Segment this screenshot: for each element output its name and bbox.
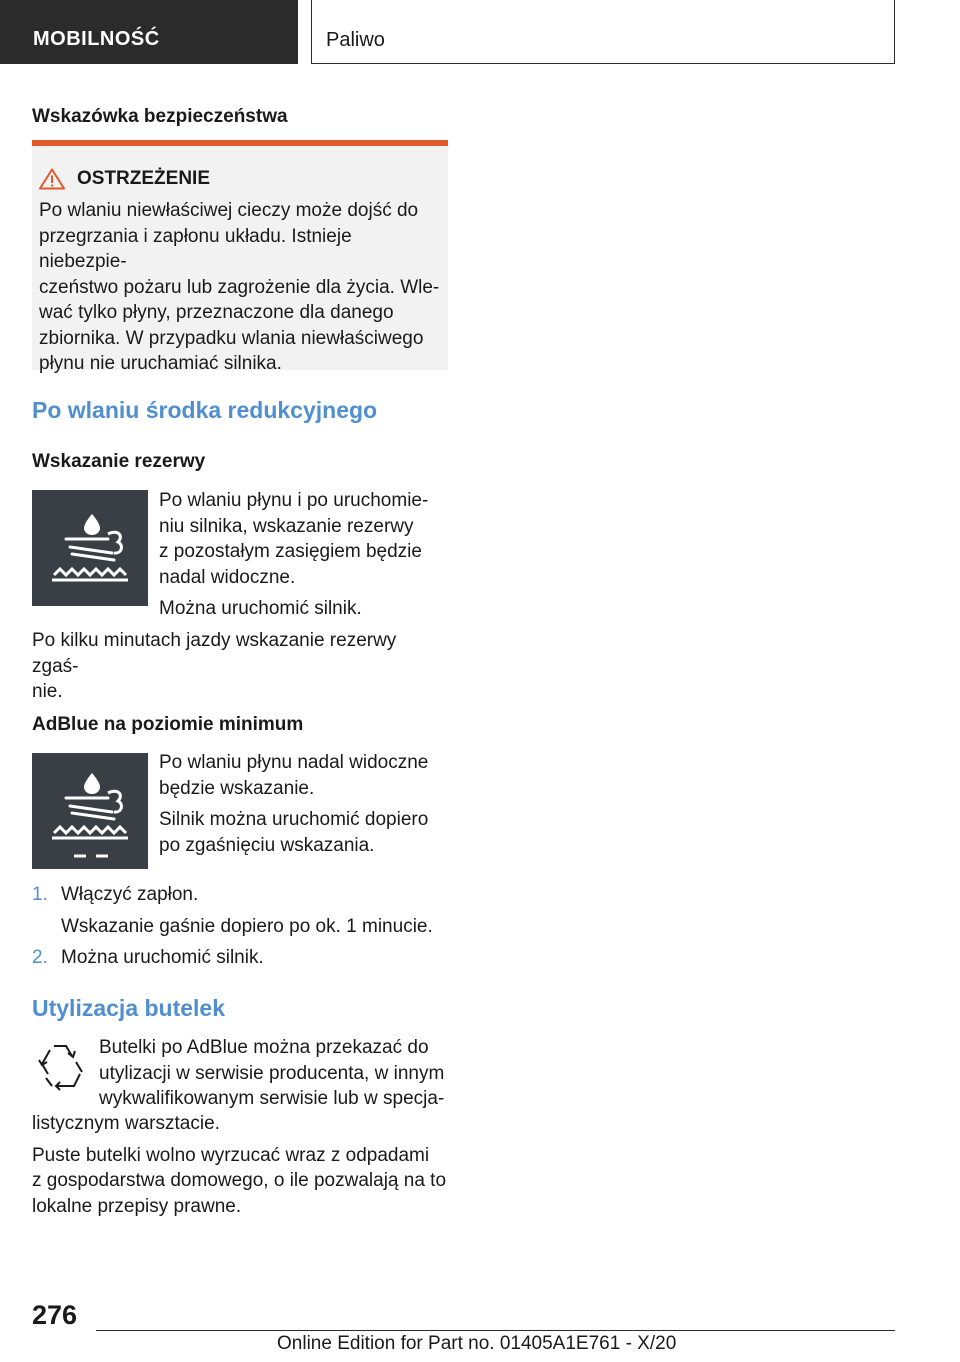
footer-divider bbox=[96, 1330, 895, 1331]
minimum-line: Silnik można uruchomić dopiero bbox=[159, 809, 429, 830]
list-item bbox=[32, 882, 448, 908]
warning-line: płynu nie uruchamiać silnika. bbox=[39, 353, 282, 374]
reserve-line: z pozostałym zasięgiem będzie bbox=[159, 541, 422, 562]
disposal-para-line: z gospodarstwa domowego, o ile pozwalają na to bbox=[32, 1170, 447, 1191]
reserve-line: Po wlaniu płynu i po uruchomie- bbox=[159, 490, 429, 511]
warning-line: zbiornika. W przypadku wlania niewłaściwego bbox=[39, 327, 424, 349]
step-subtext: Wskazanie gaśnie dopiero po ok. 1 minucie. bbox=[61, 915, 433, 937]
page-number: 276 bbox=[32, 1300, 78, 1330]
disposal-line: wykwalifikowanym serwisie lub w specja- bbox=[99, 1088, 445, 1109]
minimum-line: Po wlaniu płynu nadal widoczne bbox=[159, 752, 429, 773]
disposal-line: utylizacji w serwisie producenta, w innym bbox=[99, 1062, 445, 1084]
reserve-note: Można uruchomić silnik. bbox=[159, 598, 362, 619]
list-item bbox=[32, 945, 448, 971]
recycle-icon bbox=[32, 1038, 88, 1094]
safety-title: Wskazówka bezpieczeństwa bbox=[32, 106, 288, 127]
reserve-followup bbox=[32, 628, 448, 705]
reserve-followup-line: Po kilku minutach jazdy wskazanie rezerwy zgaś- bbox=[32, 630, 397, 677]
disposal-line: listycznym warsztacie. bbox=[32, 1113, 220, 1134]
reserve-followup-line: nie. bbox=[32, 681, 63, 702]
step-text: Można uruchomić silnik. bbox=[61, 947, 264, 968]
warning-triangle-icon bbox=[39, 168, 65, 190]
warning-label: OSTRZEŻENIE bbox=[77, 168, 211, 189]
warning-line: przegrzania i zapłonu układu. Istnieje niebezpie- bbox=[39, 225, 352, 272]
step-number: 2. bbox=[32, 947, 48, 968]
warning-line: Po wlaniu niewłaściwej cieczy może dojść do bbox=[39, 200, 419, 221]
minimum-line: po zgaśnięciu wskazania. bbox=[159, 834, 375, 856]
section-heading-after-refill: Po wlaniu środka redukcyjnego bbox=[32, 397, 378, 423]
section-tab: MOBILNOŚĆ bbox=[0, 0, 298, 64]
disposal-continuation bbox=[32, 1111, 448, 1219]
reserve-line: niu silnika, wskazanie rezerwy bbox=[159, 515, 414, 537]
step-text: Włączyć zapłon. bbox=[61, 884, 199, 905]
steps-list bbox=[32, 882, 448, 971]
disposal-para-line: Puste butelki wolno wyrzucać wraz z odpadami bbox=[32, 1144, 430, 1166]
step-number: 1. bbox=[32, 884, 48, 905]
warning-header bbox=[39, 168, 440, 190]
adblue-minimum-icon bbox=[32, 753, 148, 869]
edition-note: Online Edition for Part no. 01405A1E761 - X/20 bbox=[277, 1333, 677, 1354]
chapter-title: Paliwo bbox=[311, 0, 895, 64]
warning-line: czeństwo pożaru lub zagrożenie dla życia. Wle- bbox=[39, 276, 440, 298]
adblue-reserve-icon bbox=[32, 490, 148, 606]
disposal-line: Butelki po AdBlue można przekazać do bbox=[99, 1037, 429, 1058]
disposal-description bbox=[99, 1035, 449, 1112]
reserve-title: Wskazanie rezerwy bbox=[32, 451, 206, 472]
warning-line: wać tylko płyny, przeznaczone dla danego bbox=[39, 302, 394, 323]
minimum-line: będzie wskazanie. bbox=[159, 777, 315, 799]
section-heading-disposal: Utylizacja butelek bbox=[32, 995, 226, 1021]
warning-box bbox=[32, 140, 448, 374]
minimum-title: AdBlue na poziomie minimum bbox=[32, 714, 304, 735]
reserve-line: nadal widoczne. bbox=[159, 566, 296, 588]
reserve-description bbox=[159, 488, 449, 622]
disposal-para-line: lokalne przepisy prawne. bbox=[32, 1195, 242, 1217]
minimum-description bbox=[159, 750, 449, 858]
